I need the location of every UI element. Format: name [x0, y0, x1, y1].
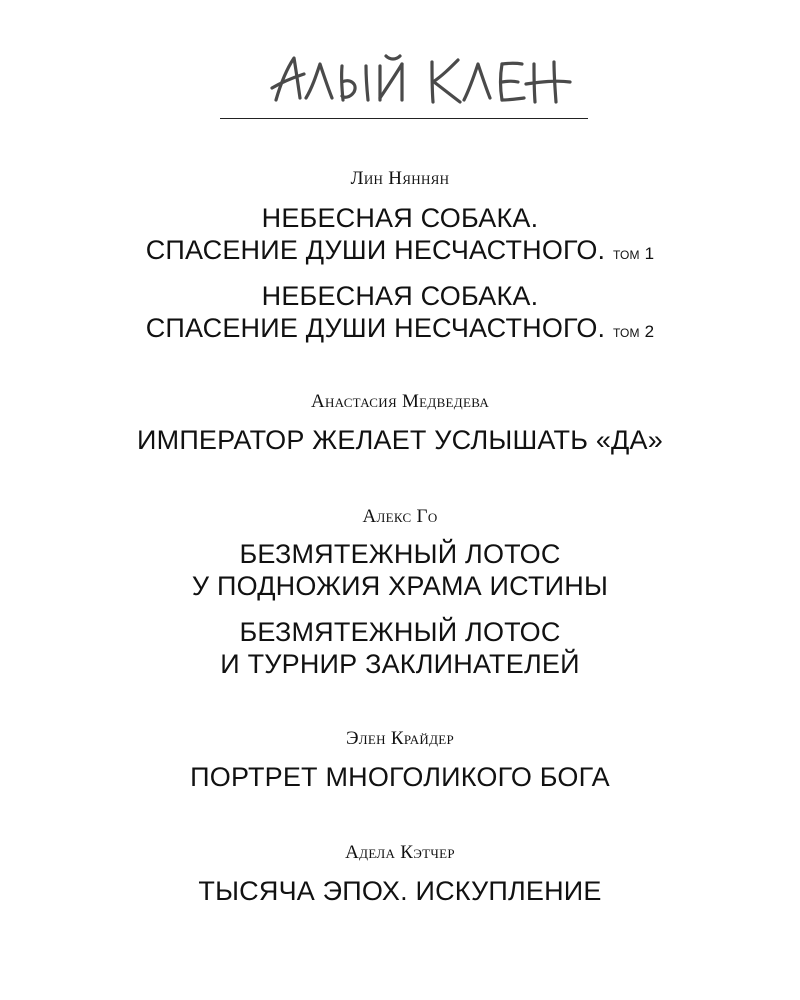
volume-label: том 2 [612, 322, 655, 341]
book-title-line: ИМПЕРАТОР ЖЕЛАЕТ УСЛЫШАТЬ «ДА» [137, 425, 663, 455]
author-name: Элен Крайдер [345, 728, 455, 749]
book-title-line: У ПОДНОЖИЯ ХРАМА ИСТИНЫ [191, 571, 609, 601]
volume-label: том 1 [612, 244, 655, 263]
book-title [0, 202, 800, 270]
publisher-logo [220, 48, 590, 110]
book-title [0, 424, 800, 456]
book-title-text: СПАСЕНИЕ ДУШИ НЕСЧАСТНОГО. [145, 235, 606, 265]
book-title-line: И ТУРНИР ЗАКЛИНАТЕЛЕЙ [220, 649, 580, 679]
publisher-logo-icon [220, 48, 590, 110]
book-title-line: ПОРТРЕТ МНОГОЛИКОГО БОГА [190, 762, 610, 792]
book-title-line: ТЫСЯЧА ЭПОХ. ИСКУПЛЕНИЕ [198, 876, 602, 906]
book-title [0, 875, 800, 907]
book-title [0, 538, 800, 602]
book-title [0, 761, 800, 793]
logo-divider [220, 118, 588, 119]
book-title [0, 616, 800, 680]
book-title [0, 280, 800, 348]
book-title-line [0, 312, 800, 348]
book-title-line: БЕЗМЯТЕЖНЫЙ ЛОТОС [239, 617, 561, 647]
book-title-line [0, 234, 800, 270]
book-title-line: НЕБЕСНАЯ СОБАКА. [261, 203, 539, 233]
author-name: Анастасия Медведева [310, 391, 490, 412]
book-title-text: СПАСЕНИЕ ДУШИ НЕСЧАСТНОГО. [145, 313, 606, 343]
author-name: Алекс Го [362, 506, 438, 527]
book-title-line: НЕБЕСНАЯ СОБАКА. [261, 281, 539, 311]
author-name: Адела Кэтчер [345, 842, 455, 863]
author-name: Лин Няннян [350, 168, 450, 189]
book-title-line: БЕЗМЯТЕЖНЫЙ ЛОТОС [239, 539, 561, 569]
